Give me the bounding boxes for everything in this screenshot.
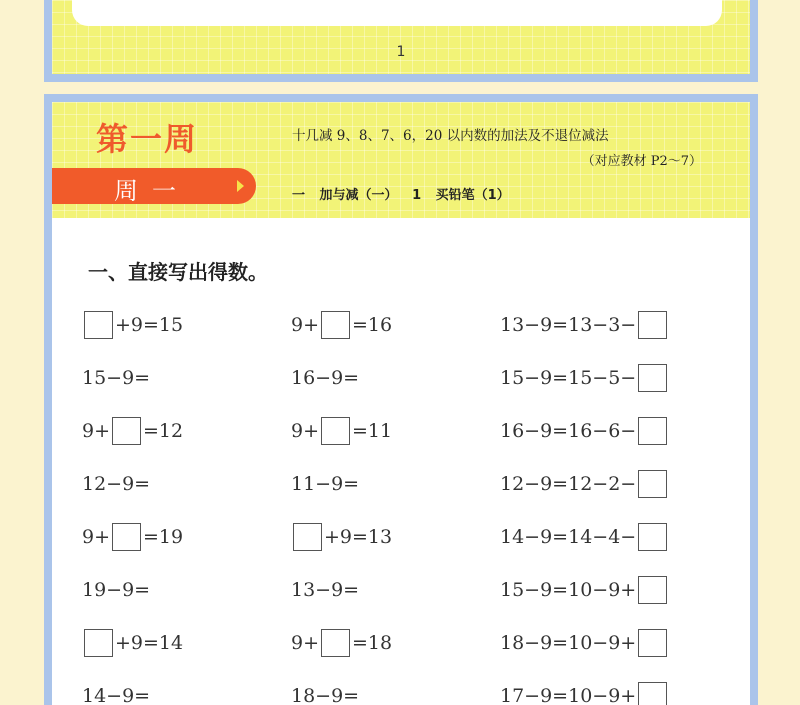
problem-text: =16	[352, 313, 393, 336]
problem-row	[82, 616, 722, 669]
problem-text: 14−9=14−4−	[500, 525, 637, 548]
answer-box[interactable]	[638, 576, 667, 604]
math-problem	[500, 629, 722, 657]
math-problem	[82, 685, 291, 705]
answer-box[interactable]	[321, 311, 350, 339]
math-problem	[82, 473, 291, 495]
problem-text: 12−9=	[82, 472, 151, 495]
problem-text: +9=15	[115, 313, 184, 336]
previous-page-background	[52, 0, 750, 74]
problem-text: 19−9=	[82, 578, 151, 601]
math-problem	[291, 311, 500, 339]
day-label: 周一	[114, 177, 190, 205]
problem-text: +9=14	[115, 631, 184, 654]
answer-box[interactable]	[638, 470, 667, 498]
problem-text: 18−9=10−9+	[500, 631, 637, 654]
problem-text: 9+	[291, 419, 320, 442]
math-problem	[500, 417, 722, 445]
header-band	[52, 102, 750, 218]
problem-text: =12	[143, 419, 184, 442]
textbook-reference: （对应教材 P2～7）	[581, 154, 702, 169]
math-problem	[500, 364, 722, 392]
math-problem	[500, 470, 722, 498]
arrow-icon	[237, 180, 244, 192]
answer-box[interactable]	[293, 523, 322, 551]
problem-row	[82, 457, 722, 510]
problem-text: 9+	[291, 313, 320, 336]
problem-text: 15−9=15−5−	[500, 366, 637, 389]
lesson-number: 1	[412, 188, 422, 203]
answer-box[interactable]	[638, 523, 667, 551]
math-problem	[291, 367, 500, 389]
problem-text: 13−9=13−3−	[500, 313, 637, 336]
answer-box[interactable]	[112, 523, 141, 551]
math-problem	[500, 523, 722, 551]
problem-text: 18−9=	[291, 684, 360, 705]
math-problem	[82, 367, 291, 389]
math-problem	[500, 576, 722, 604]
math-problem	[291, 523, 500, 551]
answer-box[interactable]	[84, 311, 113, 339]
problem-row	[82, 563, 722, 616]
math-problem	[500, 311, 722, 339]
problem-text: 9+	[291, 631, 320, 654]
problem-text: 9+	[82, 419, 111, 442]
problem-row	[82, 351, 722, 404]
problem-text: 11−9=	[291, 472, 360, 495]
math-problem	[82, 523, 291, 551]
problem-text: 13−9=	[291, 578, 360, 601]
answer-box[interactable]	[638, 311, 667, 339]
math-problem	[291, 629, 500, 657]
previous-page	[44, 0, 758, 82]
math-problem	[82, 417, 291, 445]
week-title: 第一周	[96, 120, 199, 158]
answer-box[interactable]	[84, 629, 113, 657]
problem-text: +9=13	[324, 525, 393, 548]
math-problem	[291, 685, 500, 705]
problem-text: 15−9=10−9+	[500, 578, 637, 601]
problem-row	[82, 404, 722, 457]
math-problem	[82, 579, 291, 601]
answer-box[interactable]	[112, 417, 141, 445]
problem-text: 16−9=	[291, 366, 360, 389]
unit-number: 一	[292, 188, 306, 203]
math-problem	[291, 417, 500, 445]
problem-text: 16−9=16−6−	[500, 419, 637, 442]
problem-text: 17−9=10−9+	[500, 684, 637, 705]
answer-box[interactable]	[321, 417, 350, 445]
math-problem	[291, 579, 500, 601]
lesson-line	[292, 184, 520, 203]
problem-row	[82, 669, 722, 705]
worksheet-page	[44, 94, 758, 705]
previous-page-card	[72, 0, 722, 26]
problem-grid	[82, 298, 722, 705]
answer-box[interactable]	[638, 364, 667, 392]
problem-text: =11	[352, 419, 393, 442]
math-problem	[291, 473, 500, 495]
problem-text: 15−9=	[82, 366, 151, 389]
problem-text: 14−9=	[82, 684, 151, 705]
math-problem	[82, 629, 291, 657]
section-title: 一、直接写出得数。	[88, 260, 268, 284]
problem-text: =19	[143, 525, 184, 548]
problem-text: 9+	[82, 525, 111, 548]
answer-box[interactable]	[638, 629, 667, 657]
math-problem	[82, 311, 291, 339]
problem-text: 12−9=12−2−	[500, 472, 637, 495]
answer-box[interactable]	[321, 629, 350, 657]
worksheet-content	[52, 102, 750, 705]
unit-name: 加与减（一）	[319, 188, 398, 203]
lesson-name: 买铅笔（1）	[435, 188, 510, 203]
page-number: 1	[396, 44, 406, 60]
problem-text: =18	[352, 631, 393, 654]
answer-box[interactable]	[638, 417, 667, 445]
problem-row	[82, 510, 722, 563]
math-problem	[500, 682, 722, 705]
day-ribbon	[52, 168, 256, 204]
problem-row	[82, 298, 722, 351]
topic-line: 十几减 9、8、7、6，20 以内数的加法及不退位减法	[292, 128, 609, 144]
answer-box[interactable]	[638, 682, 667, 705]
